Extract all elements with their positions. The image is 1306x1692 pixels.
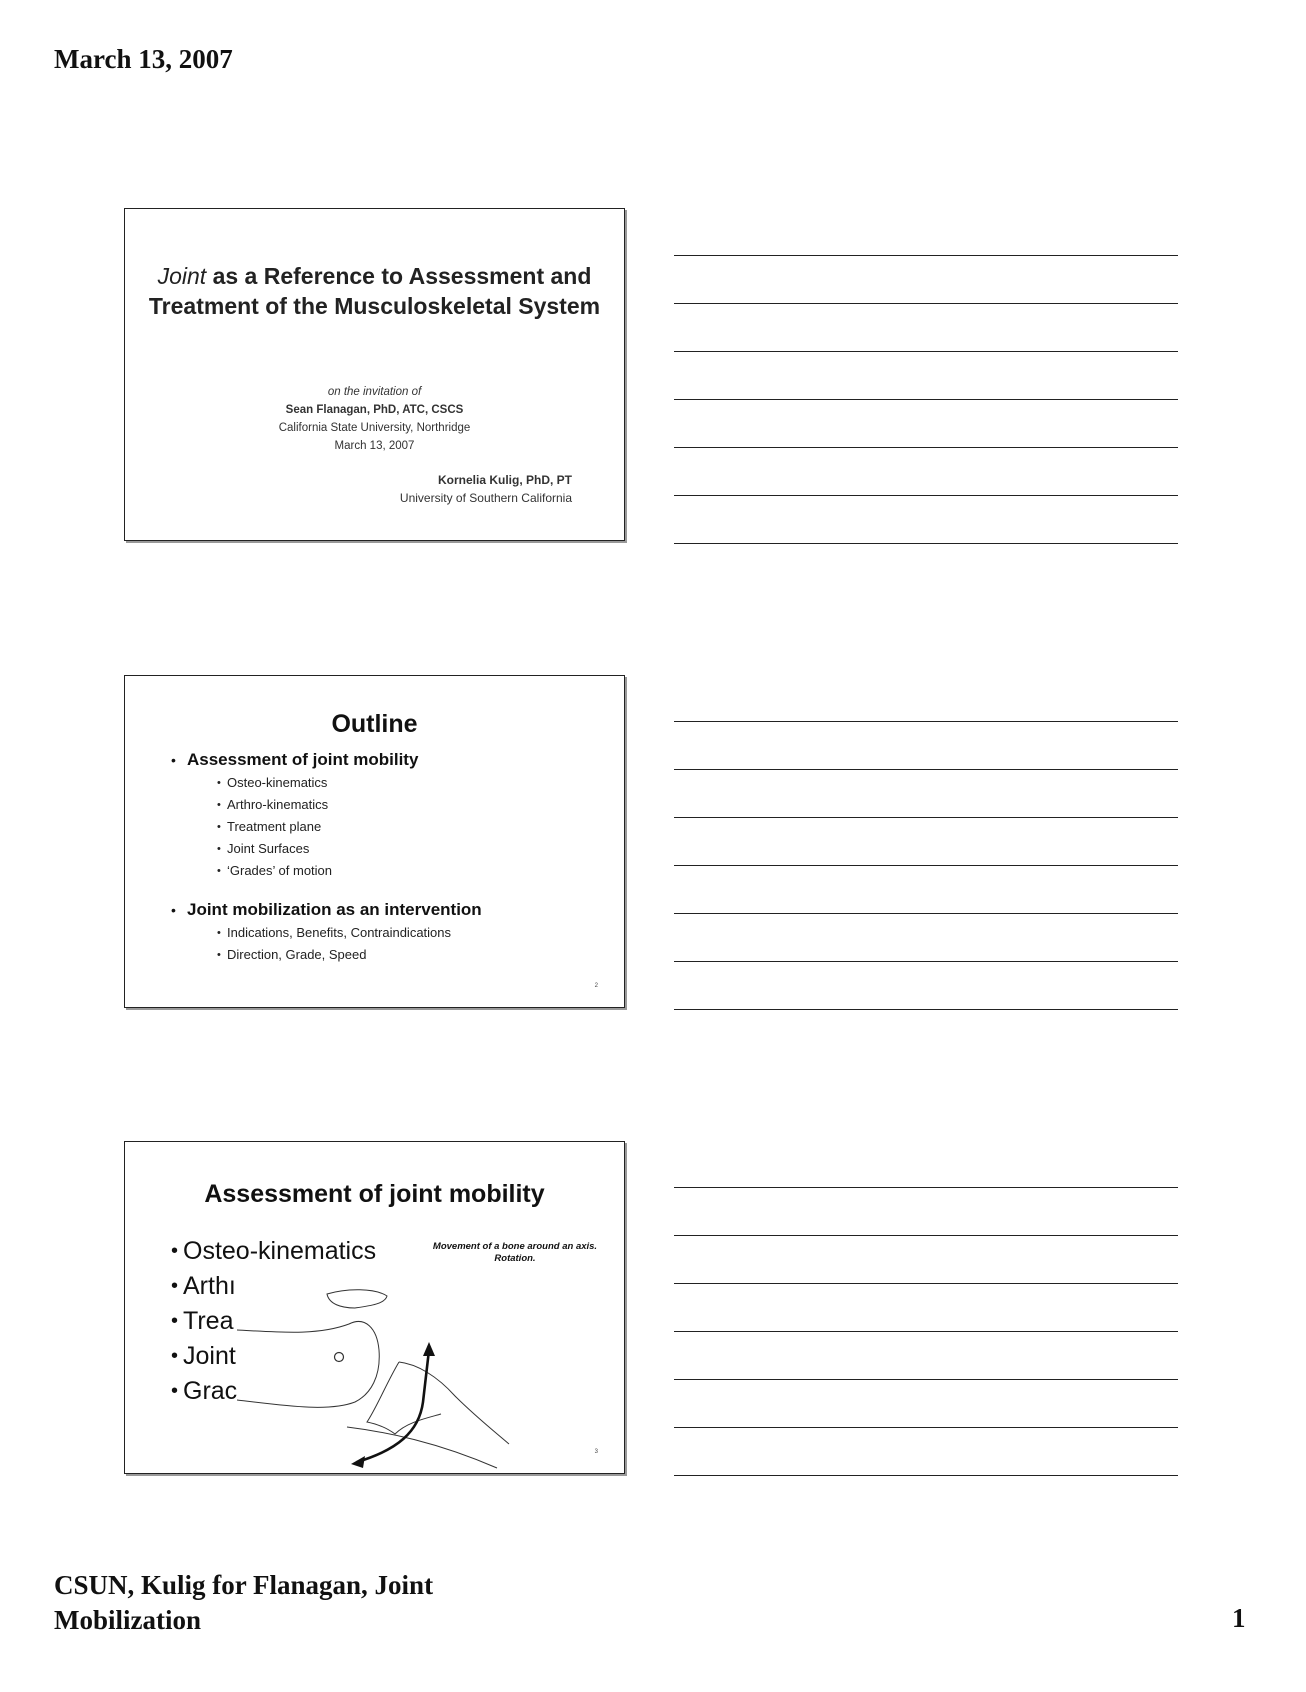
outline-heading: • Joint mobilization as an intervention [171,898,604,922]
slide-2-outline [171,748,604,966]
note-line [674,817,1178,818]
note-line [674,961,1178,962]
slide-1-notes-lines [674,255,1178,545]
note-line [674,1379,1178,1380]
slide-1-author: Kornelia Kulig, PhD, PT [437,473,572,487]
outline-item: • Treatment plane [171,816,604,838]
outline-item: • ‘Grades’ of motion [171,860,604,882]
slide-3-note: Movement of a bone around an axis. Rotation. [432,1241,598,1264]
note-line [674,1283,1178,1284]
slide-1-author-affiliation: University of Southern California [399,491,572,505]
slide-1-host-affiliation: California State University, Northridge [278,422,471,434]
note-line [674,495,1178,496]
slide-1-subtitle [125,383,624,455]
joint-rotation-diagram [237,1272,517,1472]
slide-3-title: Assessment of joint mobility [204,1180,545,1208]
slide-3-notes-lines [674,1187,1178,1477]
header-date: March 13, 2007 [54,44,233,74]
note-line [674,303,1178,304]
slide-1-title [125,261,624,321]
slide-1-thumbnail [124,208,625,541]
slide-1-host: Sean Flanagan, PhD, ATC, CSCS [285,404,464,416]
note-line [674,1331,1178,1332]
note-line [674,255,1178,256]
slide-2-thumbnail [124,675,625,1008]
note-line [674,1427,1178,1428]
outline-item: • Osteo-kinematics [171,772,604,794]
outline-item: • Direction, Grade, Speed [171,944,604,966]
note-line [674,399,1178,400]
slide-1-date: March 13, 2007 [334,440,415,452]
slide-3-bullet: • Trea [171,1304,441,1339]
slide-3-thumbnail [124,1141,625,1474]
slide-2-number: 2 [594,983,598,989]
slide-3-bullet: • Joint [171,1339,441,1374]
slide-3-bullet: • Osteo-kinematics [171,1234,441,1269]
outline-heading: • Assessment of joint mobility [171,748,604,772]
note-line [674,447,1178,448]
slide-2-notes-lines [674,721,1178,1011]
slide-3-bullet: • Arthı [171,1269,441,1304]
note-line [674,1235,1178,1236]
footer-title: CSUN, Kulig for Flanagan, Joint Mobilization [54,1570,434,1635]
note-line [674,769,1178,770]
slide-3-bullet: • Grac [171,1374,441,1409]
outline-item: • Arthro-kinematics [171,794,604,816]
note-line [674,1009,1178,1010]
diagram-mask [237,1272,517,1472]
note-line [674,865,1178,866]
note-line [674,913,1178,914]
note-line [674,721,1178,722]
note-line [674,543,1178,544]
slide-1-invitation: on the invitation of [327,386,422,398]
note-line [674,351,1178,352]
outline-item: • Indications, Benefits, Contraindications [171,922,604,944]
slide-3-number: 3 [594,1449,598,1455]
slide-1-title-rest: as a Reference to Assessment and Treatment of the Musculoskeletal System [148,263,601,319]
slide-1-author-block [400,471,572,507]
slide-1-title-italic: Joint [157,263,207,289]
note-line [674,1187,1178,1188]
outline-item: • Joint Surfaces [171,838,604,860]
page-number: 1 [1232,1603,1246,1633]
note-line [674,1475,1178,1476]
slide-2-title: Outline [331,710,418,738]
